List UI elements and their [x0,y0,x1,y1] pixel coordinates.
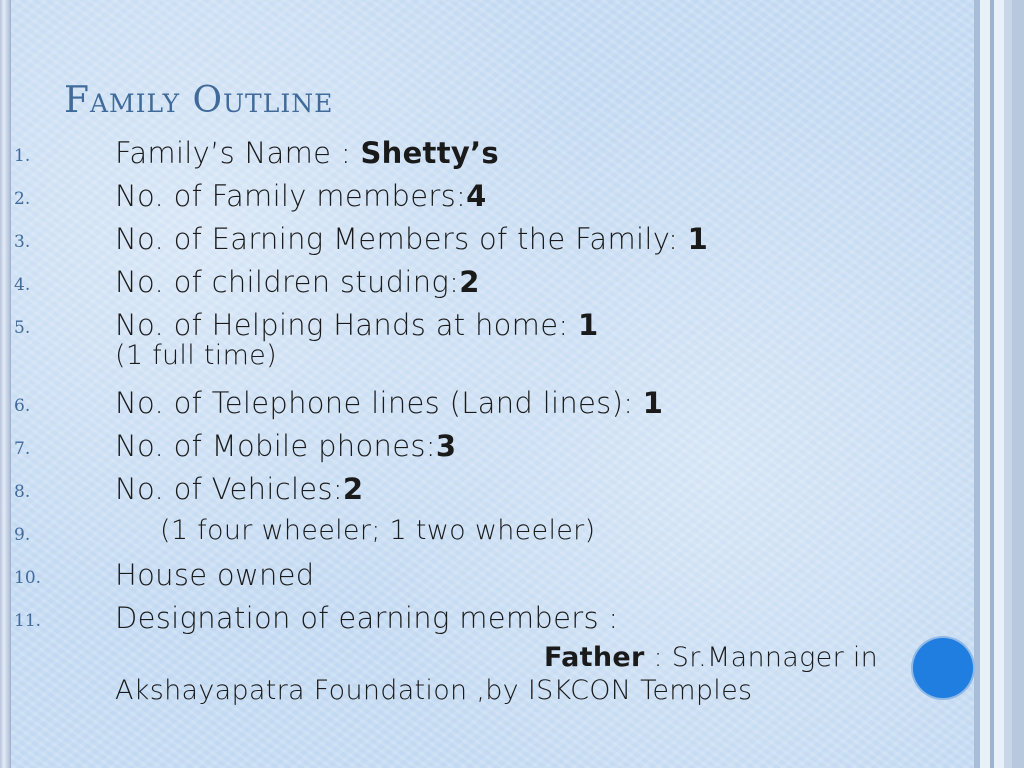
list-number: 5. [14,318,31,338]
list-text: No. of Family members:4 [115,179,487,213]
list-number: 9. [14,525,31,545]
list-text: No. of Helping Hands at home: 1 [115,308,599,342]
list-number: 10. [14,568,42,588]
list-number: 4. [14,275,31,295]
father-designation-line1: Father : Sr.Mannager in [544,642,879,673]
list-number: 8. [14,482,31,502]
list-text: No. of Vehicles:2 [115,472,364,506]
list-number: 11. [14,611,42,631]
list-number: 1. [14,146,31,166]
father-designation-line2: Akshayapatra Foundation ,by ISKCON Temples [115,675,753,706]
list-number: 7. [14,439,31,459]
list-text: No. of children studing:2 [115,265,480,299]
list-text: No. of Telephone lines (Land lines): 1 [115,386,664,420]
list-text: Designation of earning members : [115,601,619,635]
decorative-circle [913,638,973,698]
slide-title: Family Outline [64,80,334,121]
list-text: House owned [115,558,315,592]
list-number: 6. [14,396,31,416]
list-number: 2. [14,189,31,209]
list-text: (1 four wheeler; 1 two wheeler) [160,515,596,546]
list-text: Family’s Name : Shetty’s [115,136,499,170]
list-text-continuation: (1 full time) [115,340,277,371]
list-number: 3. [14,232,31,252]
list-text: No. of Earning Members of the Family: 1 [115,222,709,256]
list-text: No. of Mobile phones:3 [115,429,457,463]
